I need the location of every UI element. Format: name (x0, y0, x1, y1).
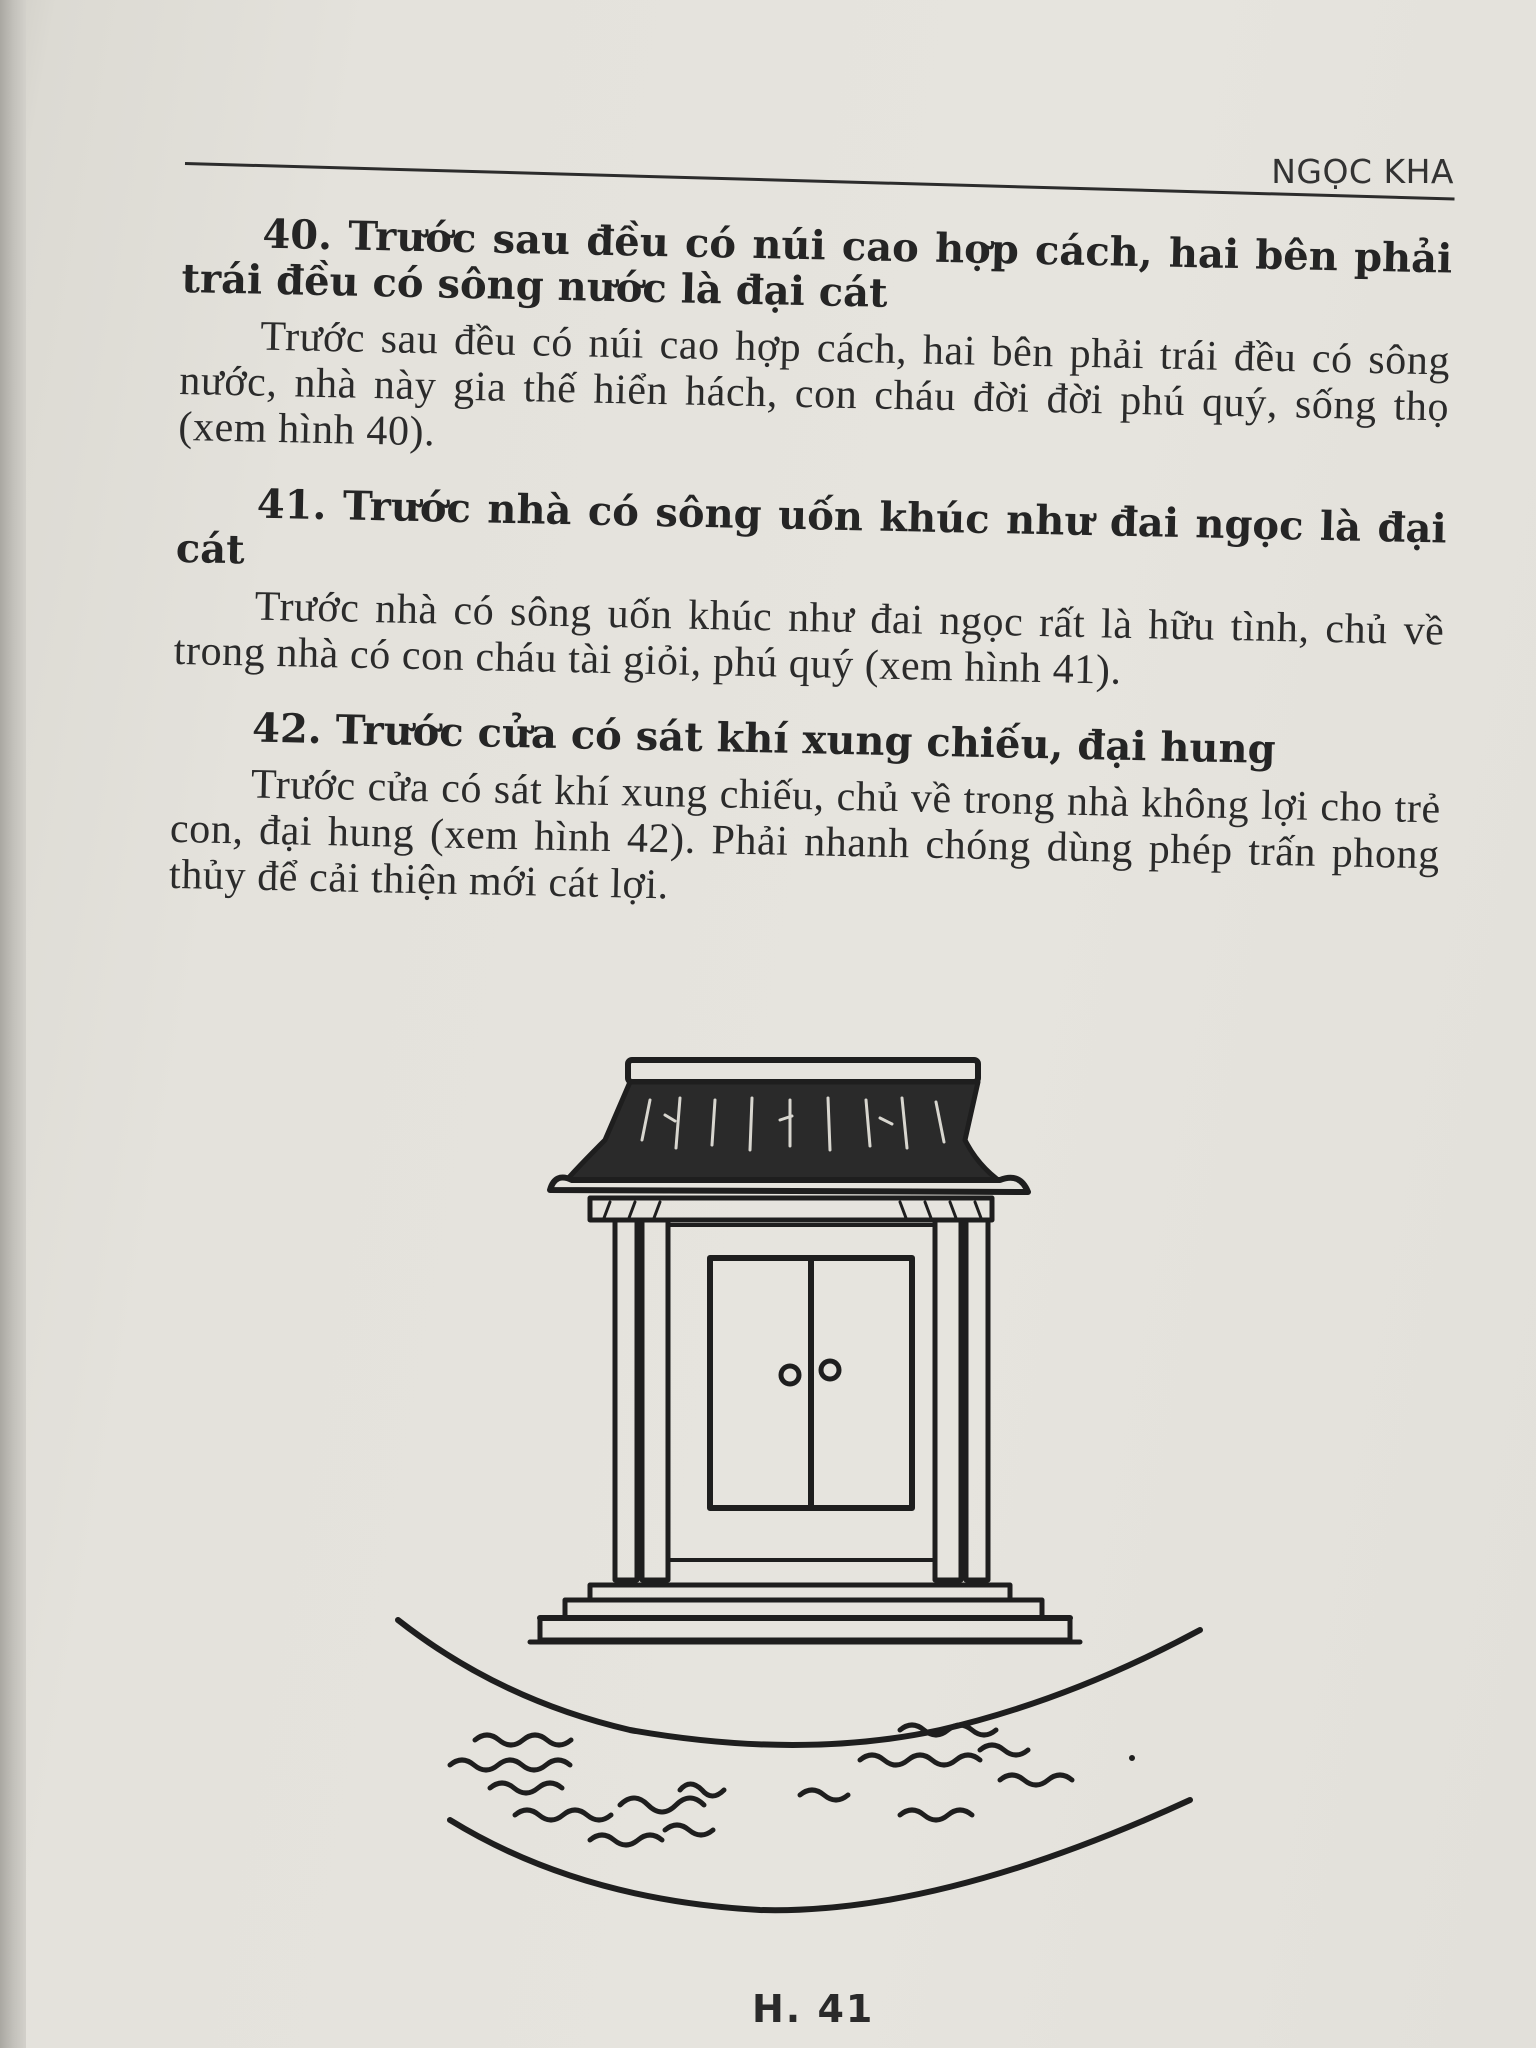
section-41 (173, 480, 1447, 701)
column-left-outer (615, 1220, 637, 1580)
running-head: NGỌC KHA (1271, 152, 1454, 191)
section-body: Trước sau đều có núi cao hợp cách, hai bên phải trái đều có sông nước, nhà này gia thế hiển hách, con cháu đời đời phú quý, sống thọ (xem hình 40). (177, 313, 1451, 456)
roof-ridge (628, 1060, 978, 1082)
section-42 (169, 704, 1443, 925)
section-body: Trước nhà có sông uốn khúc như đai ngọc rất là hữu tình, chủ về trong nhà có con cháu tài giỏi, phú quý (xem hình 41). (173, 583, 1445, 694)
page-edge (0, 0, 26, 2048)
text-content (168, 210, 1453, 954)
roof-eave (550, 1178, 1028, 1192)
door-knob-right (821, 1361, 839, 1379)
column-left-inner (642, 1220, 668, 1580)
column-right-outer (966, 1220, 988, 1580)
section-heading: 40. Trước sau đều có núi cao hợp cách, hai bên phải trái đều có sông nước là đại cát (181, 210, 1453, 317)
section-heading: 41. Trước nhà có sông uốn khúc như đai ngọc là đại cát (175, 480, 1448, 574)
header-rule (185, 162, 1455, 200)
section-body: Trước cửa có sát khí xung chiếu, chủ về trong nhà không lợi cho trẻ con, đại hung (xem hình 42). Phải nhanh chóng dùng phép trấn phong thủy để cải thiện mới cát lợi. (168, 761, 1442, 909)
figure-caption: H. 41 (752, 1987, 875, 2031)
house-river-illustration (380, 1040, 1220, 1940)
section-40 (178, 210, 1453, 477)
column-right-inner (935, 1220, 961, 1580)
door-knob-left (781, 1366, 799, 1384)
section-heading: 42. Trước cửa có sát khí xung chiếu, đại hung (251, 704, 1277, 773)
